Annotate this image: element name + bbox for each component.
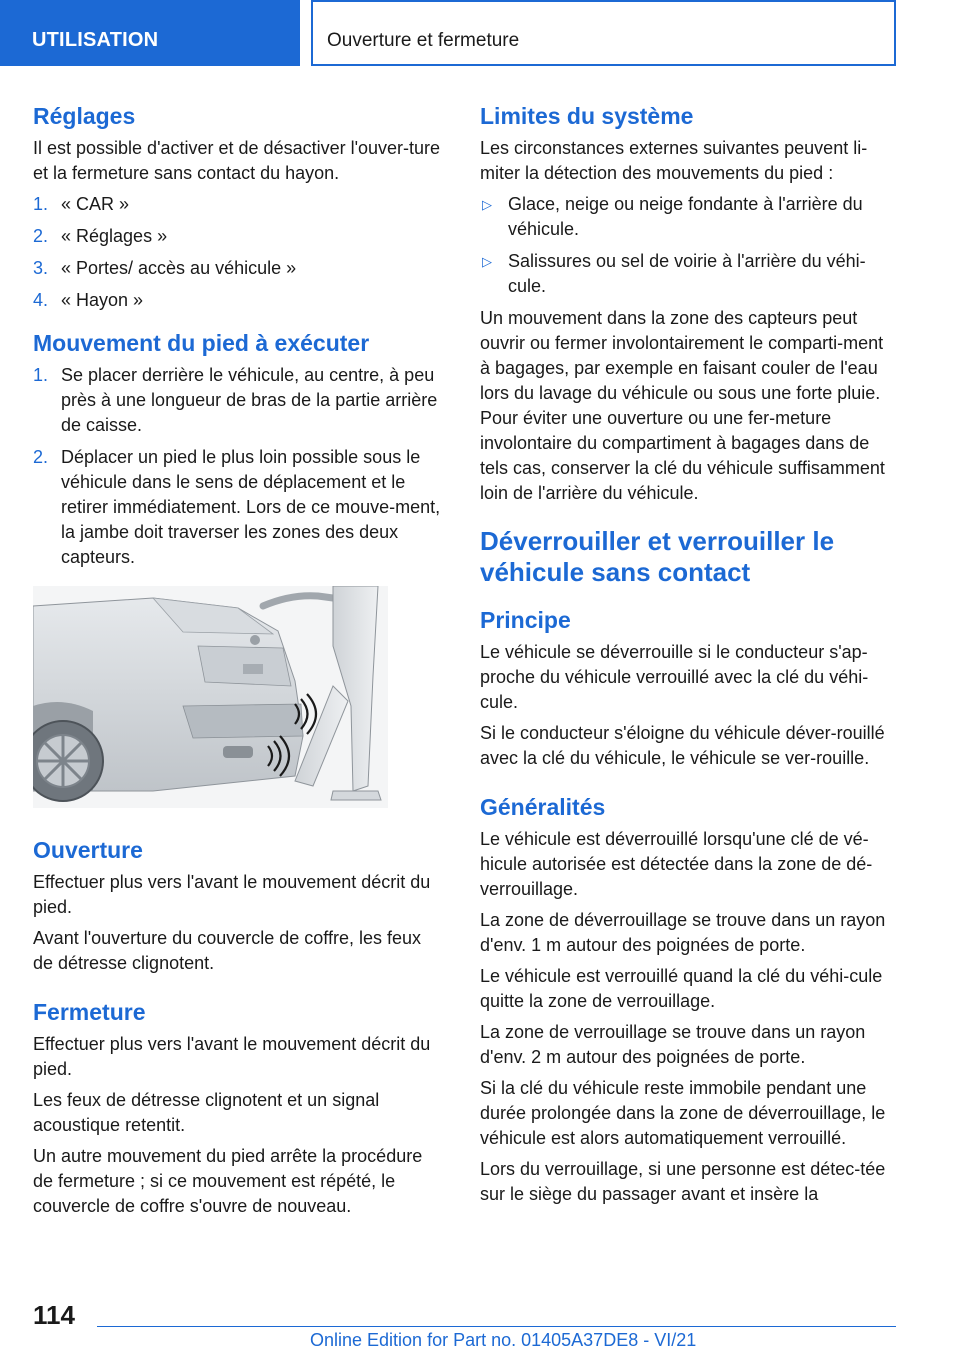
- step-number: 2.: [33, 226, 49, 246]
- fermeture-paragraph-1: Effectuer plus vers l'avant le mouvement décrit du pied.: [33, 1034, 431, 1079]
- list-item: [33, 288, 443, 313]
- mouvement-steps: [33, 363, 443, 570]
- fermeture-paragraph-3: Un autre mouvement du pied arrête la procédure de fermeture ; si ce mouvement est répété, le couvercle de coffre s'ouvre de nouveau.: [33, 1146, 423, 1216]
- limites-intro: Les circonstances externes suivantes peuvent li-miter la détection des mouvements du pied :: [480, 138, 868, 183]
- heading-generalites: Généralités: [480, 794, 606, 820]
- generalites-paragraph-4: La zone de verrouillage se trouve dans un rayon d'env. 2 m autour des poignées de porte.: [480, 1022, 866, 1067]
- footer-rule: [97, 1326, 896, 1327]
- header-chapter-title: Ouverture et fermeture: [327, 30, 520, 51]
- limites-bullets: [480, 192, 896, 299]
- footer-edition: Online Edition for Part no. 01405A37DE8 - VI/21: [310, 1330, 697, 1350]
- step-text: « Réglages »: [61, 226, 168, 246]
- header-divider-left: [311, 0, 313, 66]
- list-item: [480, 192, 896, 242]
- generalites-paragraph-5: Si la clé du véhicule reste immobile pendant une durée prolongée dans la zone de déverrouillage, le véhicule est alors automatiquement verrouillé.: [480, 1078, 886, 1148]
- step-text: Déplacer un pied le plus loin possible sous le véhicule dans le sens de déplacement et le retirer immédiatement. Lors de ce mouve-ment, la jambe doit traverser les zones des deux capteurs.: [61, 447, 441, 567]
- step-text: Se placer derrière le véhicule, au centre, à peu près à une longueur de bras de la partie arrière de caisse.: [61, 365, 438, 435]
- step-number: 1.: [33, 365, 49, 385]
- step-text: « Hayon »: [61, 290, 144, 310]
- step-number: 4.: [33, 290, 49, 310]
- step-number: 2.: [33, 447, 49, 467]
- principe-paragraph-1: Le véhicule se déverrouille si le conducteur s'ap-proche du véhicule verrouillé avec la clé du véhi-cule.: [480, 642, 869, 712]
- step-text: « CAR »: [61, 194, 130, 214]
- generalites-paragraph-6: Lors du verrouillage, si une personne est détec-tée sur le siège du passager avant et insère la: [480, 1159, 886, 1204]
- bullet-text: Glace, neige ou neige fondante à l'arrière du véhicule.: [508, 194, 863, 239]
- heading-reglages: Réglages: [33, 103, 136, 129]
- heading-ouverture: Ouverture: [33, 837, 143, 863]
- list-item: [33, 363, 443, 438]
- principe-paragraph-2: Si le conducteur s'éloigne du véhicule déver-rouillé avec la clé du véhicule, le véhicule se ver-rouille.: [480, 723, 885, 768]
- generalites-paragraph-1: Le véhicule est déverrouillé lorsqu'une clé de vé-hicule autorisée est détectée dans la zone de dé-verrouillage.: [480, 829, 873, 899]
- list-item: [480, 249, 896, 299]
- fermeture-paragraph-2: Les feux de détresse clignotent et un signal acoustique retentit.: [33, 1090, 380, 1135]
- heading-mouvement: Mouvement du pied à exécuter: [33, 330, 370, 356]
- header-section: UTILISATION: [0, 0, 300, 66]
- generalites-paragraph-3: Le véhicule est verrouillé quand la clé du véhi-cule quitte la zone de verrouillage.: [480, 966, 883, 1011]
- header-rule-top: [313, 0, 896, 2]
- header-rule-bottom: [313, 64, 896, 66]
- heading-principe: Principe: [480, 607, 571, 633]
- left-column: [33, 100, 443, 1225]
- reglages-steps: [33, 192, 443, 313]
- ouverture-paragraph-2: Avant l'ouverture du couvercle de coffre, les feux de détresse clignotent.: [33, 928, 421, 973]
- right-column: [480, 100, 896, 1213]
- heading-limites: Limites du système: [480, 103, 694, 129]
- kick-sensor-illustration: [33, 586, 388, 808]
- reglages-intro: Il est possible d'activer et de désactiver l'ouver-ture et la fermeture sans contact du hayon.: [33, 138, 441, 183]
- heading-deverrouiller: Déverrouiller et verrouiller le véhicule sans contact: [480, 526, 835, 587]
- step-text: « Portes/ accès au véhicule »: [61, 258, 297, 278]
- triangle-bullet-icon: ▷: [482, 197, 492, 212]
- list-item: [33, 445, 443, 570]
- triangle-bullet-icon: ▷: [482, 254, 492, 269]
- step-number: 1.: [33, 194, 49, 214]
- header-divider-right: [894, 0, 896, 66]
- generalites-paragraph-2: La zone de déverrouillage se trouve dans un rayon d'env. 1 m autour des poignées de porte.: [480, 910, 886, 955]
- ouverture-paragraph-1: Effectuer plus vers l'avant le mouvement décrit du pied.: [33, 872, 431, 917]
- page-number: 114: [33, 1300, 75, 1330]
- step-number: 3.: [33, 258, 49, 278]
- heading-fermeture: Fermeture: [33, 999, 146, 1025]
- list-item: [33, 256, 443, 281]
- list-item: [33, 224, 443, 249]
- bullet-text: Salissures ou sel de voirie à l'arrière du véhi-cule.: [508, 251, 866, 296]
- limites-paragraph: Un mouvement dans la zone des capteurs peut ouvrir ou fermer involontairement le comparti-ment à bagages, par exemple en faisant couler de l'eau lors du lavage du véhicule ou sous une forte pluie. Pour éviter une ouverture ou une fer-meture involontaire du compartiment à bagages dans de tels cas, conserver la clé du véhicule suffisamment loin de l'arrière du véhicule.: [480, 308, 885, 503]
- list-item: [33, 192, 443, 217]
